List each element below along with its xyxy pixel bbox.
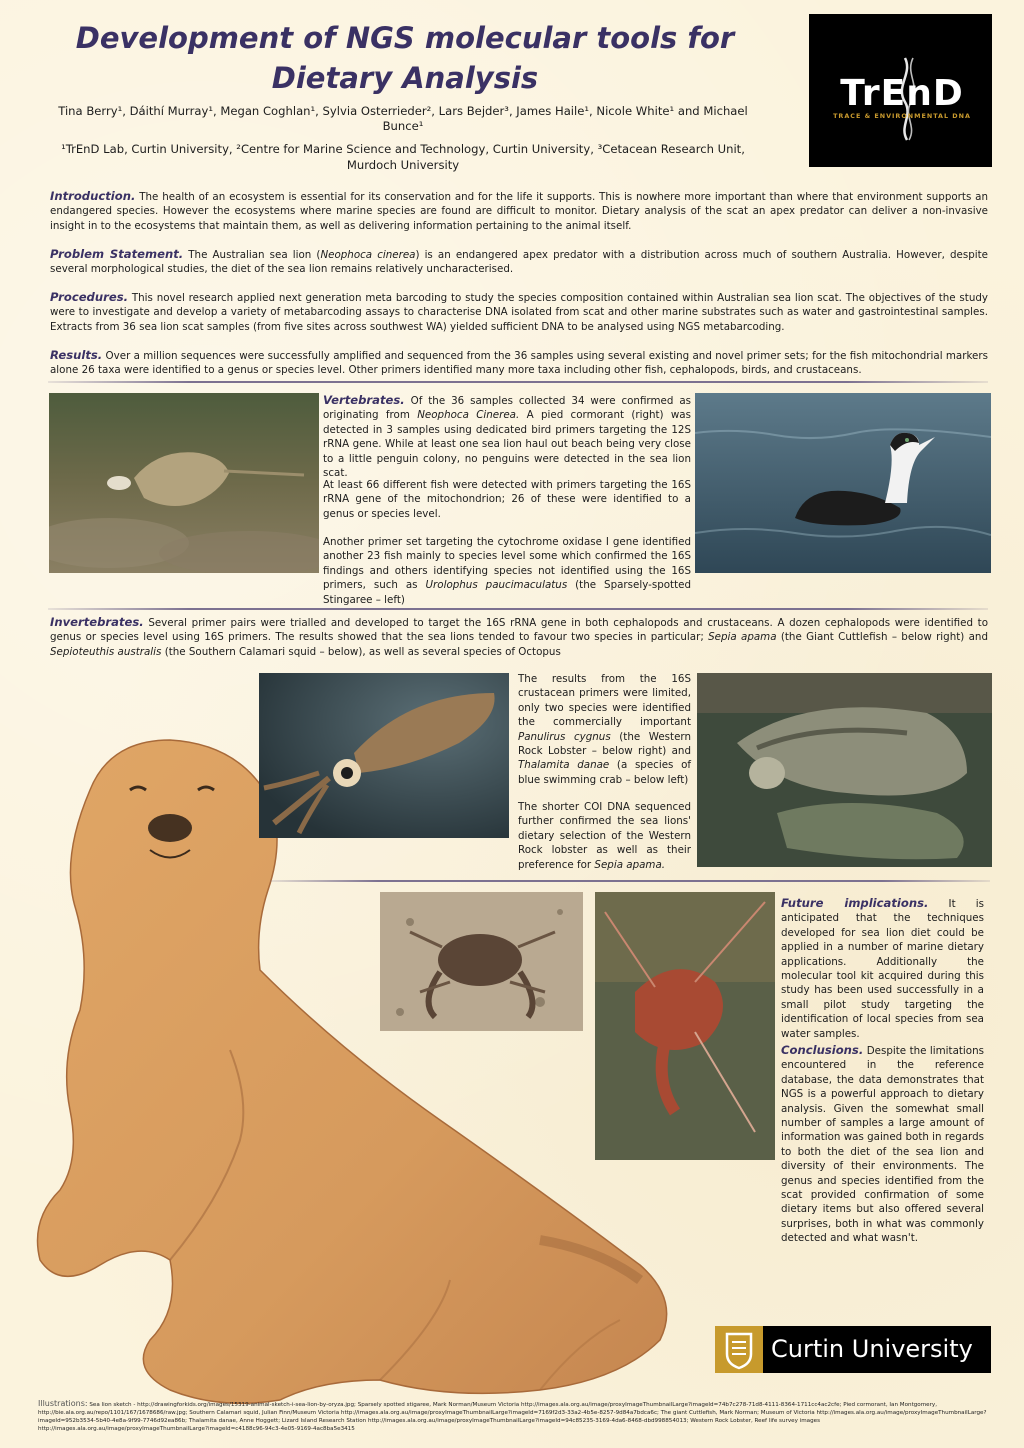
divider-2 (48, 608, 988, 610)
problem-text-a: The Australian sea lion ( (188, 249, 321, 261)
trend-wordmark: TrEnD (840, 73, 964, 114)
introduction-section (50, 189, 988, 233)
divider-3 (270, 880, 990, 882)
crab-photo (380, 892, 583, 1031)
conclusions-section (781, 1043, 984, 1246)
trend-logo (809, 14, 992, 167)
poster-title: Development of NGS molecular tools for Dietary Analysis (75, 21, 735, 95)
future-section (781, 896, 984, 1041)
invertebrates-section (50, 615, 988, 659)
invertebrates-heading: Invertebrates. (50, 615, 144, 629)
invertebrates-species-1: Sepia apama (708, 631, 777, 644)
invertebrates-text-a: Several primer pairs were trialled and developed to target the 16S rRNA gene in both cephalopods and crustaceans. A dozen cephalopods were identified to genus or species level using 16S primers. The results showed that the sea lions tended to favour two species in particular; (50, 617, 988, 644)
future-heading: Future implications. (781, 896, 929, 910)
credits-label: Illustrations: (38, 1399, 88, 1408)
future-text: It is anticipated that the techniques developed for sea lion diet could be applied in a number of marine dietary applications. Additionally the molecular tool kit acquired during this study has been used successfully in a small pilot study targeting the identification of local species from sea water samples. (781, 898, 984, 1040)
trend-tagline: TRACE & ENVIRONMENTAL DNA (833, 112, 971, 120)
author-list: Tina Berry¹, Dáithí Murray¹, Megan Coghlan¹, Sylvia Osterrieder², Lars Bejder³, James Haile¹, Nicole White¹ and Michael Bunce¹ (58, 104, 748, 133)
problem-heading: Problem Statement. (50, 247, 184, 261)
vertebrates-p1-b: A pied cormorant (right) was detected in 3 samples using dedicated bird primers targeting the 12S rRNA gene. While at least one sea lion haul out beach being very close to a little penguin colony, no penguins were detected in the sea lion scat. (323, 409, 691, 480)
curtin-crest-icon (715, 1326, 763, 1373)
procedures-section (50, 290, 988, 334)
crustacean-p2-a: The shorter COI DNA sequenced further confirmed the sea lions' dietary selection of the Western Rock lobster as well as their preference for (518, 801, 691, 871)
vertebrates-p3-species: Urolophus paucimaculatus (425, 579, 568, 592)
squid-photo (259, 673, 509, 838)
crustacean-p2 (518, 800, 691, 872)
cormorant-photo (695, 393, 991, 573)
conclusions-heading: Conclusions. (781, 1043, 864, 1057)
invertebrates-text-c: (the Southern Calamari squid – below), as well as several species of Octopus (164, 645, 561, 658)
introduction-heading: Introduction. (50, 189, 136, 203)
curtin-logo (715, 1326, 991, 1373)
crustacean-p1-c: (a species of blue swimming crab – below left) (518, 759, 692, 786)
conclusions-text: Despite the limitations encountered in the reference database, the data demonstrates that NGS is a powerful approach to dietary analysis. Given the somewhat small number of samples a large amount of information was gained both in regards to both the diet of the sea lion and diversity of their environments. The genus and species identified from the scat provided confirmation of some dietary items but also offered several surprises, both in what was commonly detected and what wasn't. (781, 1045, 984, 1245)
vertebrates-p3-a: Another primer set targeting the cytochrome oxidase I gene identified another 23 fish mainly to species level some which confirmed the 16S findings and others identifying species not identified using the 16S primers, such as (323, 536, 691, 592)
stingaree-photo (49, 393, 319, 573)
curtin-wordmark: Curtin University (771, 1335, 973, 1363)
introduction-text: The health of an ecosystem is essential for its conservation and for the life it supports. This is nowhere more important than where that environment supports an endangered species. However the ecosystems where marine species are found are difficult to monitor. Dietary analysis of the scat an apex predator can deliver a non-invasive insight in to the ecosystems that maintain them, as well as delivering information pertaining to the animal itself. (50, 191, 988, 232)
crustacean-p1 (518, 672, 691, 787)
problem-section (50, 247, 988, 277)
results-heading: Results. (50, 348, 103, 362)
affiliations: ¹TrEnD Lab, Curtin University, ²Centre for Marine Science and Technology, Curtin University, ³Cetacean Research Unit, Murdoch University (61, 142, 745, 172)
crustacean-p2-species: Sepia apama. (594, 858, 666, 871)
vertebrates-heading: Vertebrates. (323, 393, 405, 407)
crustacean-p1-b: (the Western Rock Lobster – below right) and (518, 730, 691, 758)
crustacean-species-2: Thalamita danae (518, 759, 610, 772)
procedures-text: This novel research applied next generation meta barcoding to study the species composition contained within Australian sea lion scat. The objectives of the study were to investigate and develop a variety of metabarcoding assays to characterise DNA isolated from scat and other marine substrates such as water and gastrointestinal samples. Extracts from 36 sea lion scat samples (from five sites across southwest WA) yielded sufficient DNA to be analysed using NGS metabarcoding. (50, 292, 988, 333)
lobster-photo (595, 892, 775, 1160)
results-section (50, 348, 988, 378)
vertebrates-section (323, 393, 691, 480)
problem-species: Neophoca cinerea (320, 249, 416, 261)
vertebrates-p1-species: Neophoca Cinerea. (417, 409, 520, 422)
invertebrates-species-2: Sepioteuthis australis (50, 645, 162, 658)
illustration-credits (38, 1400, 988, 1433)
invertebrates-text-b: (the Giant Cuttlefish – below right) and (780, 631, 988, 644)
vertebrates-p3 (323, 535, 691, 607)
divider-1 (48, 381, 988, 383)
vertebrates-p3-b: (the Sparsely-spotted Stingaree – left) (323, 579, 691, 606)
credits-text: Sea lion sketch - http://drawingforkids.org/images/15319-animal-sketch-i-sea-lion-by-oryza.jpg; Sparsely spotted stigaree, Mark Norman/Museum Victoria http://images.ala.org.au/image/proxyImageThumbnailLarge?imageId=74b7c278-71d8-4111-8364-1711cc4ac2cfe; Pied cormorant, Ian Montgomery, http://bie.ala.org.au/repo/1101/167/1678686/raw.jpg; Southern Calamari squid, Julian Finn/Museum Victoria http://images.ala.org.au/image/proxyImageThumbnailLarge?imageId=7169f2d3-33a2-4b5e-8257-9d84a7bdca6c; The giant Cuttlefish, Mark Norman; Museum of Victoria http://images.ala.org.au/image/proxyImageThumbnailLarge?imageId=952b3534-5b40-4e8a-9f99-7746d92ea86b; Thalamita danae, Anne Hoggett; Lizard Island Research Station http://images.ala.org.au/image/proxyImageThumbnailLarge?imageId=94c85235-3169-4da6-8468-dbd998854013; Western Rock Lobster, Reef life survey images http://images.ala.org.au/image/proxyImageThumbnailLarge?imageId=c4188c96-94c3-4e05-9169-4ac8ba5e3415 (38, 1402, 987, 1432)
cuttlefish-photo (697, 673, 992, 867)
results-text: Over a million sequences were successfully amplified and sequenced from the 36 samples using several existing and novel primer sets; for the fish mitochondrial markers alone 26 taxa were identified to a genus or species level. Other primers identified many more taxa including other fish, cephalopods, birds, and crustaceans. (50, 350, 988, 377)
vertebrates-p1-a: Of the 36 samples collected 34 were confirmed as originating from (323, 395, 691, 422)
crustacean-species-1: Panulirus cygnus (518, 730, 611, 743)
vertebrates-p2: At least 66 different fish were detected with primers targeting the 16S rRNA gene of the mitochondrion; 26 of these were identified to a genus or species level. (323, 479, 691, 520)
procedures-heading: Procedures. (50, 290, 128, 304)
crustacean-p1-a: The results from the 16S crustacean primers were limited, only two species were identified the commercially important (518, 673, 691, 729)
problem-text-b: ) is an endangered apex predator with a distribution across much of southern Australia. However, despite several morphological studies, the diet of the sea lion remains relatively uncharacterised. (50, 249, 989, 276)
